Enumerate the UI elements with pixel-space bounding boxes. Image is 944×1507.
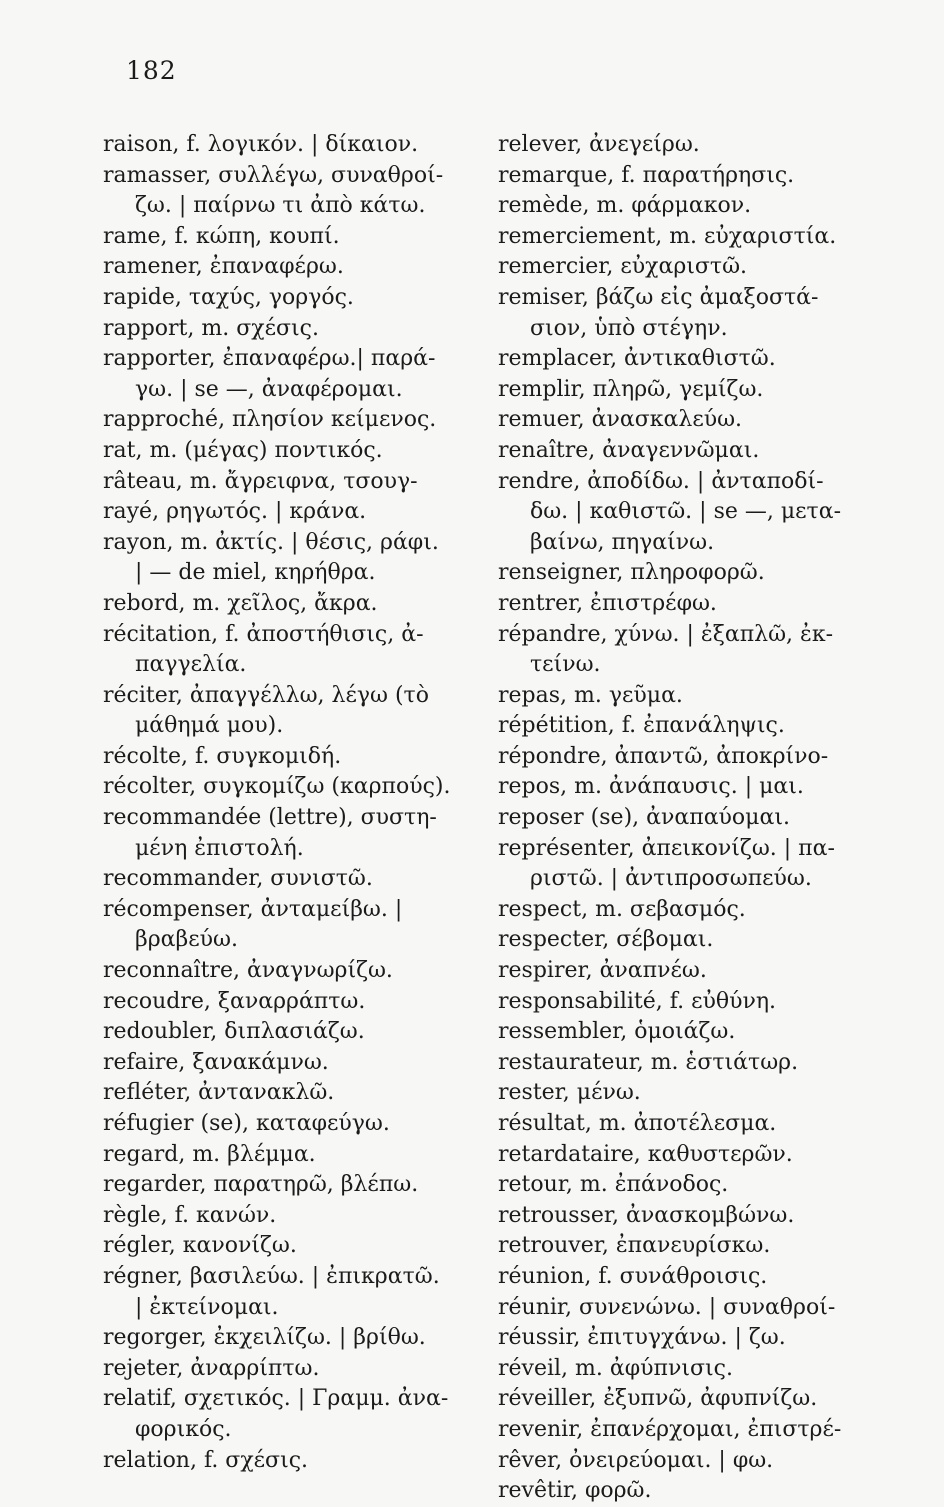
dictionary-line: repas, m. γεῦμα. — [498, 682, 683, 708]
dictionary-line: rendre, ἀποδίδω. | ἀνταποδί- — [498, 468, 824, 494]
dictionary-line: respecter, σέβομαι. — [498, 927, 714, 953]
dictionary-line: | — de miel, κηρήθρα. — [135, 560, 376, 586]
dictionary-line: remercier, εὐχαριστῶ. — [498, 254, 748, 280]
dictionary-line: restaurateur, m. ἑστιάτωρ. — [498, 1049, 799, 1075]
dictionary-line: retrouver, ἐπανευρίσκω. — [498, 1233, 771, 1259]
dictionary-line: rat, m. (μέγας) ποντικός. — [103, 437, 383, 463]
dictionary-line: règle, f. κανών. — [103, 1202, 277, 1228]
dictionary-line: récompenser, ἀνταμείβω. | — [103, 896, 403, 922]
dictionary-line: ramener, ἐπαναφέρω. — [103, 254, 344, 280]
dictionary-line: rêver, ὀνειρεύομαι. | φω. — [498, 1447, 774, 1473]
dictionary-line: raison, f. λογικόν. | δίκαιον. — [103, 132, 419, 157]
dictionary-line: | ἐκτείνομαι. — [135, 1294, 279, 1320]
dictionary-line: récolte, f. συγκομιδή. — [103, 743, 342, 769]
dictionary-line: rame, f. κώπη, κουπί. — [103, 223, 340, 249]
left-column — [103, 130, 479, 1476]
dictionary-line: remerciement, m. εὐχαριστία. — [498, 223, 837, 249]
dictionary-line: reposer (se), ἀναπαύομαι. — [498, 805, 790, 831]
dictionary-line: recoudre, ξαναρράπτω. — [103, 988, 366, 1014]
dictionary-line: renaître, ἀναγεννῶμαι. — [498, 437, 760, 463]
dictionary-line: respirer, ἀναπνέω. — [498, 958, 707, 984]
dictionary-line: refaire, ξανακάμνω. — [103, 1049, 329, 1075]
dictionary-line: recommander, συνιστῶ. — [103, 866, 373, 892]
dictionary-line: δω. | καθιστῶ. | se —, μετα- — [530, 499, 842, 525]
dictionary-line: résultat, m. ἀποτέλεσμα. — [498, 1111, 777, 1136]
dictionary-line: remplacer, ἀντικαθιστῶ. — [498, 346, 776, 372]
dictionary-line: σιον, ὑπὸ στέγην. — [530, 315, 728, 341]
dictionary-line: respect, m. σεβασμός. — [498, 896, 746, 922]
dictionary-line: rayé, ρηγωτός. | κράνα. — [103, 499, 367, 525]
dictionary-line: relatif, σχετικός. | Γραμμ. ἀνα- — [103, 1386, 449, 1412]
dictionary-line: récolter, συγκομίζω (καρπούς). — [103, 774, 451, 800]
dictionary-line: remède, m. φάρμακον. — [498, 193, 752, 219]
dictionary-line: remarque, f. παρατήρησις. — [498, 162, 795, 188]
dictionary-line: revenir, ἐπανέρχομαι, ἐπιστρέ- — [498, 1416, 842, 1442]
dictionary-line: παγγελία. — [135, 652, 247, 678]
dictionary-line: réussir, ἐπιτυγχάνω. | ζω. — [498, 1325, 786, 1351]
dictionary-line: repos, m. ἀνάπαυσις. | μαι. — [498, 774, 804, 800]
dictionary-line: regarder, παρατηρῶ, βλέπω. — [103, 1172, 419, 1198]
page-number: 182 — [126, 56, 177, 85]
dictionary-line: rester, μένω. — [498, 1080, 641, 1106]
dictionary-line: relation, f. σχέσις. — [103, 1447, 309, 1473]
dictionary-line: rapide, ταχύς, γοργός. — [103, 284, 354, 310]
dictionary-line: rejeter, ἀναρρίπτω. — [103, 1355, 320, 1381]
dictionary-line: responsabilité, f. εὐθύνη. — [498, 988, 777, 1014]
dictionary-line: τείνω. — [530, 652, 601, 678]
dictionary-line: recommandée (lettre), συστη- — [103, 805, 437, 831]
dictionary-line: répandre, χύνω. | ἐξαπλῶ, ἐκ- — [498, 621, 834, 647]
dictionary-line: remiser, βάζω εἰς ἀμαξοστά- — [498, 284, 819, 310]
dictionary-line: retardataire, καθυστερῶν. — [498, 1141, 793, 1167]
dictionary-line: réfugier (se), καταφεύγω. — [103, 1111, 390, 1136]
dictionary-line: revêtir, φορῶ. — [498, 1478, 652, 1504]
dictionary-line: reconnaître, ἀναγνωρίζω. — [103, 958, 393, 984]
dictionary-line: retour, m. ἐπάνοδος. — [498, 1172, 729, 1198]
dictionary-line: remplir, πληρῶ, γεμίζω. — [498, 376, 764, 402]
dictionary-line: répétition, f. ἐπανάληψις. — [498, 713, 785, 739]
dictionary-line: renseigner, πληροφορῶ. — [498, 560, 765, 586]
dictionary-line: μάθημά μου). — [135, 713, 284, 739]
dictionary-line: régler, κανονίζω. — [103, 1233, 297, 1259]
dictionary-line: φορικός. — [135, 1416, 232, 1442]
dictionary-line: retrousser, ἀνασκομβώνω. — [498, 1202, 795, 1228]
dictionary-line: βαίνω, πηγαίνω. — [530, 529, 715, 555]
right-column — [498, 130, 888, 1507]
dictionary-line: ramasser, συλλέγω, συναθροί- — [103, 162, 444, 188]
dictionary-line: remuer, ἀνασκαλεύω. — [498, 407, 743, 433]
dictionary-line: relever, ἀνεγείρω. — [498, 132, 700, 157]
dictionary-line: ριστῶ. | ἀντιπροσωπεύω. — [530, 866, 812, 892]
dictionary-line: représenter, ἀπεικονίζω. | πα- — [498, 835, 835, 861]
dictionary-line: rapporter, ἐπαναφέρω.| παρά- — [103, 346, 436, 372]
dictionary-line: redoubler, διπλασιάζω. — [103, 1019, 365, 1045]
dictionary-line: répondre, ἀπαντῶ, ἀποκρίνο- — [498, 743, 829, 769]
dictionary-line: réunir, συνενώνω. | συναθροί- — [498, 1294, 836, 1320]
dictionary-line: rayon, m. ἀκτίς. | θέσις, ράφι. — [103, 529, 439, 555]
dictionary-line: récitation, f. ἀποστήθισις, ἀ- — [103, 621, 424, 647]
dictionary-line: réveil, m. ἀφύπνισις. — [498, 1355, 733, 1381]
dictionary-line: râteau, m. ἄγρειφνα, τσουγ- — [103, 468, 418, 494]
dictionary-line: regard, m. βλέμμα. — [103, 1141, 316, 1167]
dictionary-line: ζω. | παίρνω τι ἀπὸ κάτω. — [135, 193, 426, 219]
dictionary-line: ressembler, ὁμοιάζω. — [498, 1019, 736, 1045]
dictionary-line: rebord, m. χεῖλος, ἄκρα. — [103, 590, 378, 616]
dictionary-line: régner, βασιλεύω. | ἐπικρατῶ. — [103, 1263, 440, 1289]
dictionary-line: réunion, f. συνάθροισις. — [498, 1263, 768, 1289]
dictionary-line: refléter, ἀντανακλῶ. — [103, 1080, 335, 1106]
dictionary-line: rapport, m. σχέσις. — [103, 315, 319, 341]
dictionary-line: rentrer, ἐπιστρέφω. — [498, 590, 717, 616]
dictionary-line: regorger, ἐκχειλίζω. | βρίθω. — [103, 1325, 426, 1351]
dictionary-line: réciter, ἀπαγγέλλω, λέγω (τὸ — [103, 682, 429, 708]
dictionary-line: βραβεύω. — [135, 927, 238, 953]
dictionary-line: μένη ἐπιστολή. — [135, 835, 304, 861]
dictionary-line: réveiller, ἐξυπνῶ, ἀφυπνίζω. — [498, 1386, 818, 1412]
dictionary-line: rapproché, πλησίον κείμενος. — [103, 407, 437, 433]
dictionary-line: γω. | se —, ἀναφέρομαι. — [135, 376, 403, 402]
